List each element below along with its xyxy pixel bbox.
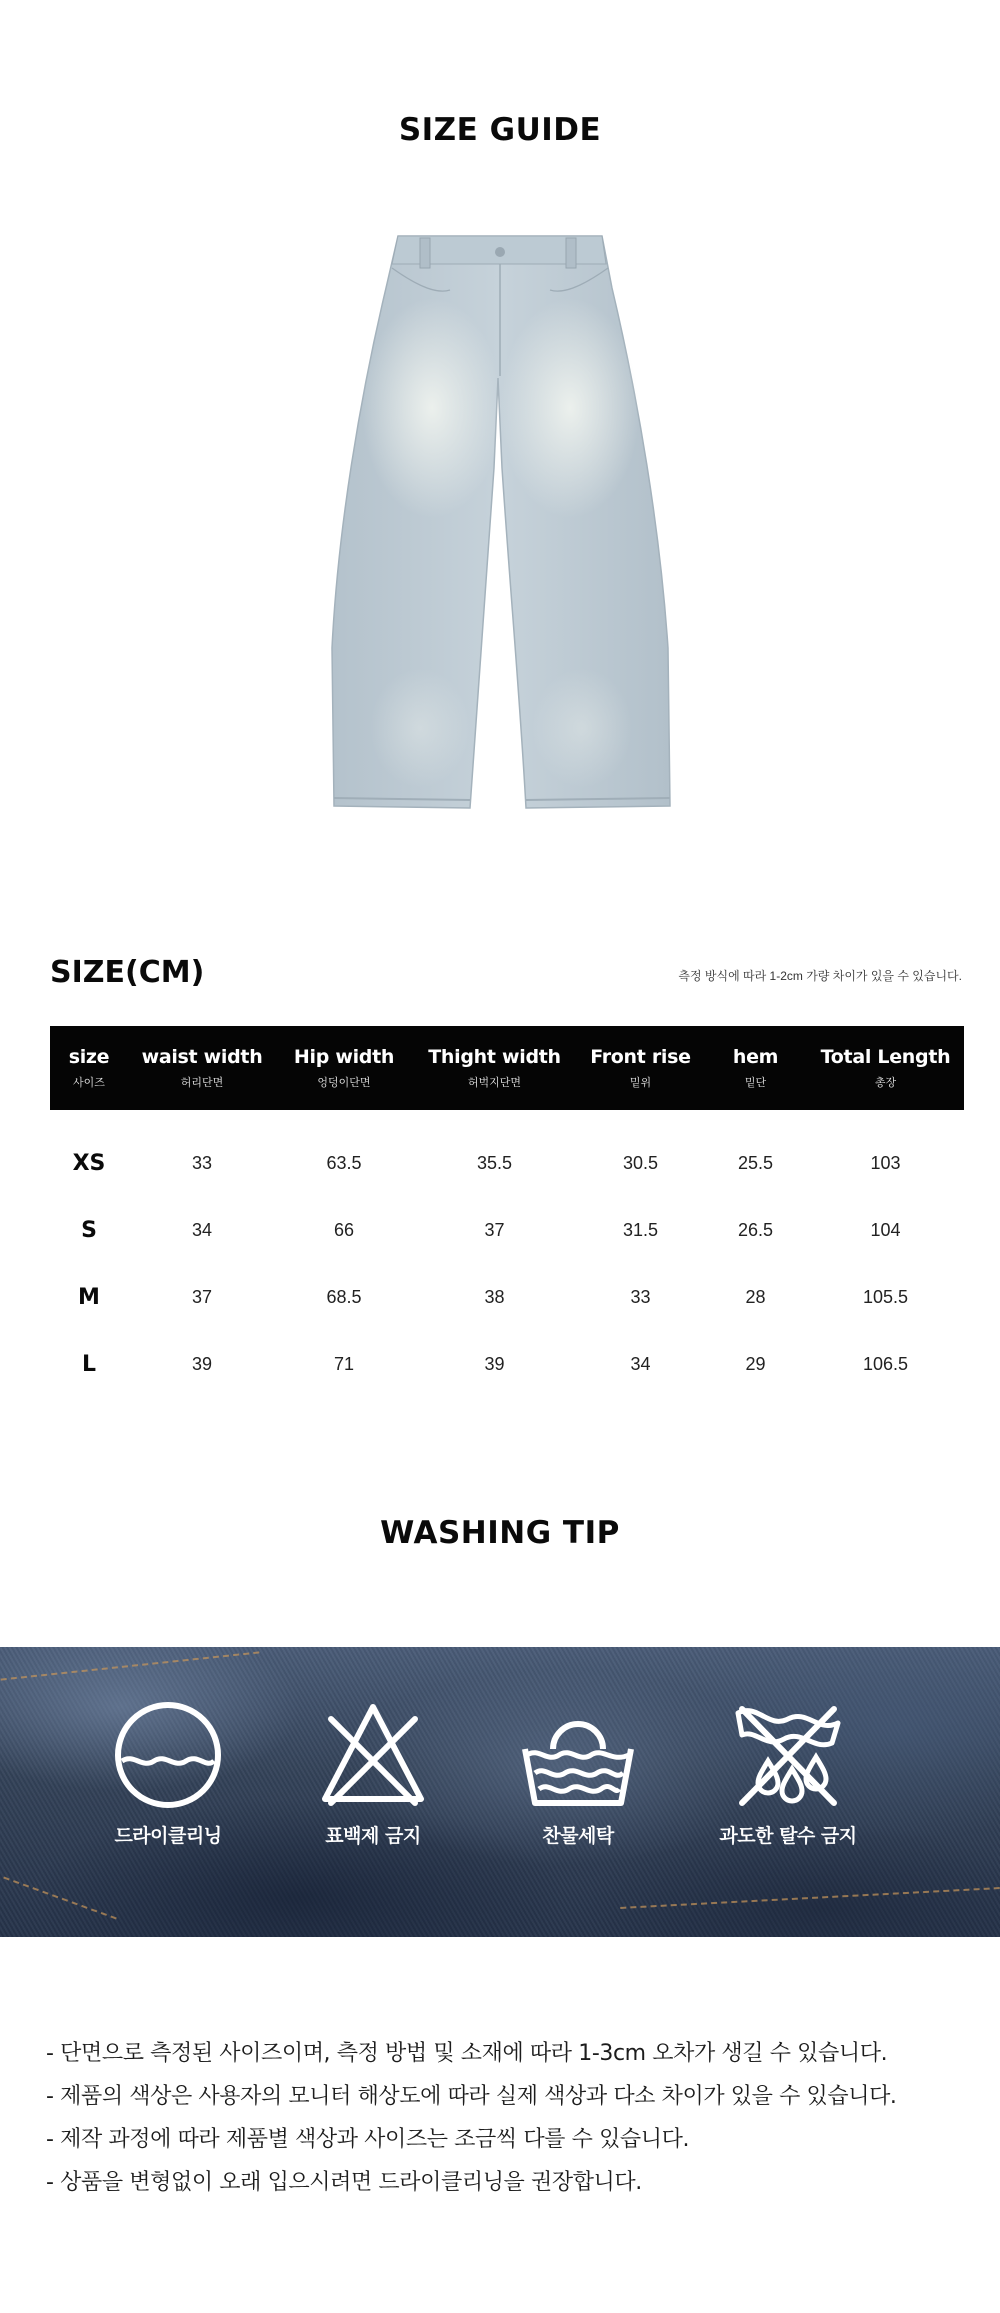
table-row — [50, 1197, 964, 1264]
table-cell: 103 — [870, 1153, 901, 1173]
table-cell: 28 — [745, 1287, 766, 1307]
table-cell: 37 — [191, 1287, 213, 1307]
no-wring-icon — [728, 1699, 848, 1811]
measurement-note: 측정 방식에 따라 1-2cm 가량 차이가 있을 수 있습니다. — [678, 969, 962, 983]
note-item: - 제품의 색상은 사용자의 모니터 해상도에 따라 실제 색상과 다소 차이가 있을 수 있습니다. — [46, 2084, 897, 2109]
table-header-row — [50, 1026, 964, 1110]
column-header-front-rise: Front rise 밑위 — [577, 1026, 704, 1110]
table-cell: 33 — [191, 1153, 213, 1173]
table-cell: 35.5 — [476, 1153, 513, 1173]
column-header-hem: hem 밑단 — [704, 1026, 807, 1110]
note-item: - 단면으로 측정된 사이즈이며, 측정 방법 및 소재에 따라 1-3cm 오차가 생길 수 있습니다. — [46, 2041, 888, 2066]
no-bleach-icon — [317, 1699, 429, 1811]
table-cell: 71 — [333, 1354, 355, 1374]
dry-clean-icon — [112, 1699, 224, 1811]
care-label: 찬물세탁 — [542, 1825, 614, 1847]
table-cell: 34 — [191, 1220, 213, 1240]
care-item-cold-wash — [483, 1699, 673, 1848]
column-header-waist-width: waist width 허리단면 — [128, 1026, 276, 1110]
denim-stitch — [620, 1887, 1000, 1909]
table-cell: 106.5 — [862, 1354, 909, 1374]
care-label: 과도한 탈수 금지 — [719, 1825, 857, 1847]
denim-stitch — [1, 1651, 260, 1680]
column-header-hip-width: Hip width 엉덩이단면 — [276, 1026, 412, 1110]
table-cell: 104 — [870, 1220, 901, 1240]
washing-tip-banner — [0, 1647, 1000, 1937]
table-row — [50, 1264, 964, 1331]
size-table — [50, 1026, 964, 1398]
size-cell: L — [81, 1352, 97, 1377]
washing-tip-title: WASHING TIP — [380, 1515, 620, 1551]
table-cell: 37 — [484, 1220, 505, 1240]
table-cell: 63.5 — [326, 1153, 362, 1173]
column-header-size: size 사이즈 — [50, 1026, 128, 1110]
table-cell: 29 — [745, 1354, 766, 1374]
table-cell: 39 — [191, 1354, 213, 1374]
size-cell: M — [78, 1285, 100, 1310]
table-cell: 31.5 — [622, 1220, 659, 1240]
denim-stitch — [3, 1877, 116, 1920]
table-cell: 34 — [630, 1354, 651, 1374]
care-label: 표백제 금지 — [325, 1825, 421, 1847]
table-cell: 30.5 — [622, 1153, 659, 1173]
jeans-product-image — [320, 228, 680, 818]
table-row — [50, 1110, 964, 1197]
care-label: 드라이클리닝 — [114, 1825, 222, 1847]
table-cell: 105.5 — [862, 1287, 909, 1307]
size-cell: S — [81, 1218, 97, 1243]
care-item-dry-clean — [73, 1699, 263, 1848]
cold-wash-icon — [513, 1699, 643, 1811]
table-cell: 68.5 — [326, 1287, 362, 1307]
product-notes — [46, 2032, 897, 2204]
column-header-total-length: Total Length 총장 — [807, 1026, 964, 1110]
size-guide-title: SIZE GUIDE — [398, 112, 602, 148]
table-row — [50, 1331, 964, 1398]
size-table-heading: SIZE(CM) — [50, 955, 205, 990]
care-item-no-wring — [693, 1699, 883, 1848]
table-cell: 25.5 — [737, 1153, 774, 1173]
table-cell: 66 — [333, 1220, 355, 1240]
column-header-thigh-width: Thight width 허벅지단면 — [412, 1026, 577, 1110]
note-item: - 제작 과정에 따라 제품별 색상과 사이즈는 조금씩 다를 수 있습니다. — [46, 2127, 690, 2152]
table-cell: 38 — [484, 1287, 505, 1307]
size-cell: XS — [72, 1151, 106, 1176]
table-cell: 39 — [484, 1354, 505, 1374]
care-item-no-bleach — [278, 1699, 468, 1848]
table-cell: 26.5 — [737, 1220, 774, 1240]
note-item: - 상품을 변형없이 오래 입으시려면 드라이클리닝을 권장합니다. — [46, 2170, 642, 2195]
table-cell: 33 — [630, 1287, 651, 1307]
